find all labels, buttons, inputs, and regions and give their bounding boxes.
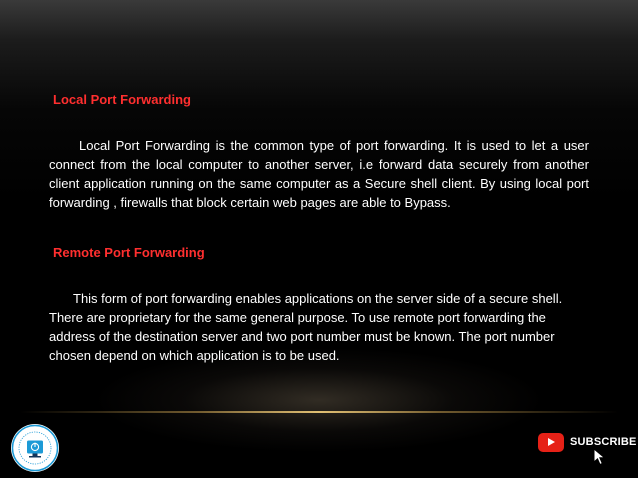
section-body-remote-port-forwarding: This form of port forwarding enables applications on the server side of a secure shell. There are proprietary for the same general purpose. To use remote port forwarding the address of the destination server and two port number must be known. The port number chosen depend on which application is to be used. (49, 291, 563, 363)
section-heading-local-port-forwarding: Local Port Forwarding (53, 92, 191, 107)
subscribe-button[interactable] (538, 430, 637, 454)
mouse-pointer-icon (593, 448, 607, 466)
subscribe-label: SUBSCRIBE (570, 436, 637, 448)
section-body-local-port-forwarding: Local Port Forwarding is the common type of port forwarding. It is used to let a user connect from the local computer to another server, i.e forward data securely from another client application running on the same computer as a Secure shell client. By using local port forwarding , firewalls that block certain web pages are able to Bypass. (49, 138, 589, 210)
youtube-play-icon (538, 433, 564, 452)
decorative-divider-line (20, 411, 618, 413)
power-button-logo-icon (10, 423, 60, 473)
section-heading-remote-port-forwarding: Remote Port Forwarding (53, 245, 205, 260)
